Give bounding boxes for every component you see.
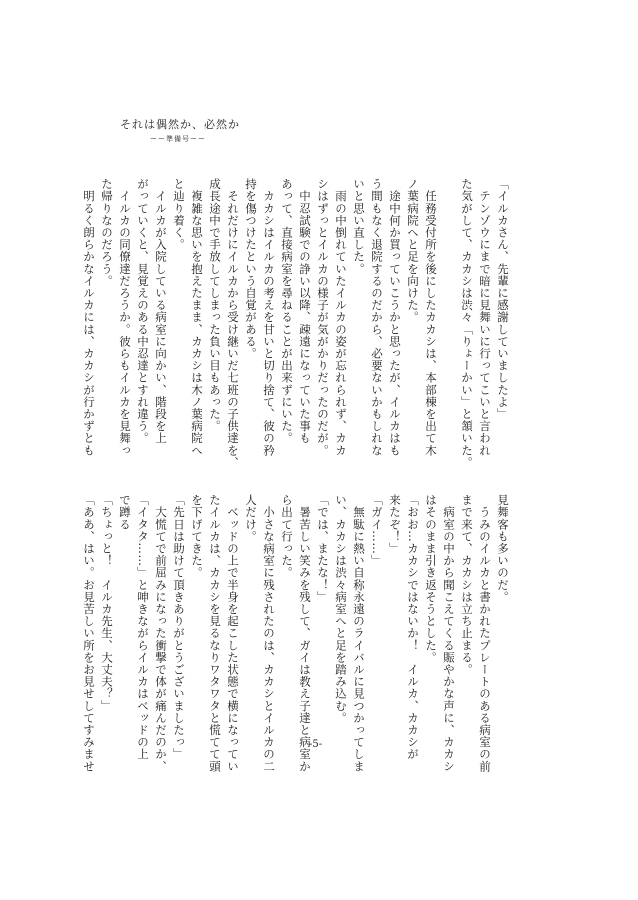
text-line: まで来て、カカシは立ち止まる。	[460, 494, 474, 676]
text-line: 「イルカさん、先輩に感謝していましたよ」	[496, 178, 510, 420]
text-line: 病室の中から聞こえてくる賑やかな声に、カカシ	[442, 494, 456, 773]
text-line: 無駄に熱い自称永遠のライバルに見つかってしま	[352, 494, 366, 773]
text-line: いと思い直した。	[352, 178, 366, 275]
text-line: 明るく朗らかなイルカには、カカシが行かずとも	[82, 178, 96, 457]
text-line: を下げてきた。	[190, 494, 204, 579]
text-line	[440, 178, 458, 460]
text-line: 見舞客も多いのだ。	[496, 494, 510, 603]
text-line: 小さな病室に残されたのは、カカシとイルカの二	[262, 494, 276, 773]
text-line: 「ガイ……」	[370, 494, 384, 567]
text-line: 「ちょっと！ イルカ先生、大丈夫？」	[100, 494, 114, 712]
text-line: あって、直接病室を尋ねることが出来ずにいた。	[280, 178, 294, 445]
text-line: 雨の中倒れていたイルカの姿が忘れられず、カカ	[334, 178, 348, 457]
text-line: 来たぞ！」	[388, 494, 402, 555]
text-line: 大慌てで前屈みになった衝撃で体が痛んだのか、	[154, 494, 168, 773]
page-number: -5-	[309, 739, 323, 750]
text-line: シはずっとイルカの様子が気がかりだったのだが。	[316, 178, 330, 457]
upper-text-block	[80, 178, 512, 469]
text-line: はそのまま引き返そうとした。	[424, 494, 438, 664]
text-line: 暑苦しい笑みを残して、ガイは教え子達と病室か	[298, 494, 312, 773]
text-line: 持を傷つけたという自覚がある。	[244, 178, 258, 360]
text-line: 複雑な思いを抱えたまま、カカシは木ノ葉病院へ	[190, 178, 204, 457]
text-line: 途中何か買っていこうかと思ったが、イルカはも	[388, 178, 402, 457]
text-line: と辿り着く。	[172, 178, 186, 251]
text-line: た帰りなのだろう。	[100, 178, 114, 287]
text-line: 「おお…カカシではないか！ イルカ、カカシが	[406, 494, 420, 761]
text-line: がっていくと、見覚えのある中忍達とすれ違う。	[136, 178, 150, 445]
text-line: た気がして、カカシは渋々「りょーかい」と頷いた。	[460, 178, 474, 469]
text-line: 「ああ、はい。お見苦しい所をお見せしてすみませ	[82, 494, 96, 773]
text-line: 「先日は助けて頂きありがとうございましたっ」	[172, 494, 186, 761]
text-line: ベッドの上で半身を起こした状態で横になってい	[226, 494, 240, 773]
text-line: たイルカは、カカシを見るなりワタワタと慌てて頭	[208, 494, 222, 773]
text-line: 「イタタ……」と呻きながらイルカはベッドの上	[136, 494, 150, 761]
text-line: ノ葉病院へと足を向けた。	[406, 178, 420, 324]
text-line: う間もなく退院するのだから、必要ないかもしれな	[370, 178, 384, 457]
text-line: い、カカシは渋々病室へと足を踏み込む。	[334, 494, 348, 724]
text-line: イルカが入院している病室に向かい、階段を上	[154, 178, 168, 445]
text-line: ら出て行った。	[280, 494, 294, 579]
story-title: それは偶然か、必然か	[120, 118, 240, 131]
text-line: テンゾウにまで暗に見舞いに行ってこいと言われ	[478, 178, 492, 457]
lower-text-block	[80, 494, 512, 782]
text-line: それだけにイルカから受け継いだ七班の子供達を、	[226, 178, 240, 469]
text-line: カカシはイルカの考えを甘いと切り捨て、彼の矜	[262, 178, 276, 457]
text-line: 人だけ。	[244, 494, 258, 543]
text-line: 「では、またな！」	[316, 494, 330, 603]
text-line: で蹲る	[118, 494, 132, 531]
text-line: 中忍試験での諍い以降、疎遠になっていた事も	[298, 178, 312, 445]
text-line: 任務受付所を後にしたカカシは、本部棟を出て木	[424, 178, 438, 457]
text-line: イルカの同僚達だろうか。彼らもイルカを見舞っ	[118, 178, 132, 457]
text-line: うみのイルカと書かれたプレートのある病室の前	[478, 494, 492, 773]
story-subtitle: ーー準備号ーー	[150, 135, 206, 143]
text-line: 成長途中で手放してしまった負い目もあった。	[208, 178, 222, 433]
